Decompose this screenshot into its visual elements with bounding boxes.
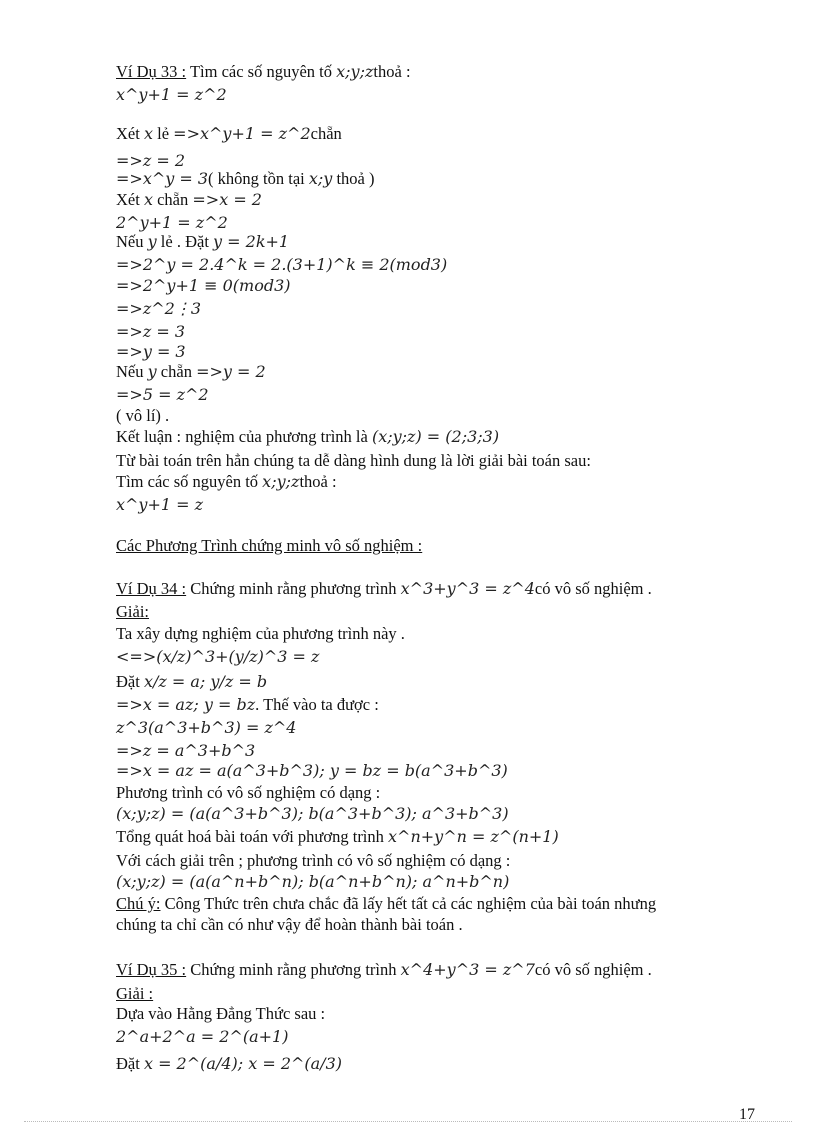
text: . Thế vào ta được : xyxy=(255,695,379,714)
line xyxy=(116,385,209,405)
line xyxy=(116,276,291,296)
text: Nếu xyxy=(116,362,144,381)
text: Phương trình có vô số nghiệm có dạng : xyxy=(116,783,381,802)
text: chúng ta chỉ cần có như vậy để hoàn thành bài toán . xyxy=(116,915,463,934)
line xyxy=(116,472,337,492)
math-line: z^3(a^3+b^3) = z^4 xyxy=(116,718,297,737)
math-line: 2^y+1 = z^2 xyxy=(116,213,228,232)
text: lẻ . Đặt xyxy=(160,232,209,251)
line xyxy=(116,495,203,515)
line xyxy=(116,190,262,210)
note-line xyxy=(116,894,656,914)
math: x/z = a; y/z = b xyxy=(143,672,268,691)
example-35-heading xyxy=(116,960,652,980)
line xyxy=(116,872,509,892)
line xyxy=(116,624,405,644)
text: lẻ xyxy=(157,124,170,143)
solution-label: Giải : xyxy=(116,984,154,1003)
math-line: =>x = az = a(a^3+b^3); y = bz = b(a^3+b^3) xyxy=(116,761,508,780)
math-line: =>y = 3 xyxy=(116,342,186,361)
line xyxy=(116,255,447,275)
line xyxy=(116,783,380,803)
text: Kết luận : nghiệm của phương trình là xyxy=(116,427,368,446)
math-line: =>z = a^3+b^3 xyxy=(116,741,256,760)
note-line xyxy=(116,915,463,935)
line xyxy=(116,672,267,692)
text: Đặt xyxy=(116,1054,140,1073)
math: y xyxy=(147,362,157,381)
text: Ta xây dựng nghiệm của phương trình này . xyxy=(116,624,405,643)
footer-divider xyxy=(24,1121,792,1122)
line xyxy=(116,406,169,426)
text: Từ bài toán trên hẳn chúng ta dễ dàng hình dung là lời giải bài toán sau: xyxy=(116,451,591,470)
text: có vô số nghiệm . xyxy=(534,579,652,598)
math: x;y;z xyxy=(262,472,300,491)
example-33-equation xyxy=(116,85,227,105)
line xyxy=(116,695,379,715)
math-line: (x;y;z) = (a(a^3+b^3); b(a^3+b^3); a^3+b^3) xyxy=(116,804,509,823)
text: ( vô lí) . xyxy=(116,406,170,425)
text: Xét xyxy=(116,124,140,143)
math: =>x = 2 xyxy=(192,190,262,209)
text: chẵn xyxy=(160,362,192,381)
example-33-vars: x;y;z xyxy=(336,62,374,81)
math: y = 2k+1 xyxy=(213,232,290,251)
note-label: Chú ý: xyxy=(116,894,161,913)
text: Công Thức trên chưa chắc đã lấy hết tất cả các nghiệm của bài toán nhưng xyxy=(164,894,657,913)
math: x^3+y^3 = z^4 xyxy=(400,579,535,598)
line xyxy=(116,213,228,233)
math: x xyxy=(143,124,153,143)
math: =>x^y+1 = z^2 xyxy=(173,124,311,143)
text: Nếu xyxy=(116,232,144,251)
text: thoả ) xyxy=(336,169,375,188)
example-35-title: Ví Dụ 35 : xyxy=(116,960,187,979)
text: Tìm các số nguyên tố xyxy=(116,472,259,491)
line xyxy=(116,124,342,144)
example-33-statement-end: thoả : xyxy=(373,62,411,81)
line xyxy=(116,151,185,171)
line xyxy=(116,299,201,319)
math-line: (x;y;z) = (a(a^n+b^n); b(a^n+b^n); a^n+b^n) xyxy=(116,872,510,891)
section-heading: Các Phương Trình chứng minh vô số nghiệm : xyxy=(116,536,423,555)
text: chẵn xyxy=(157,190,189,209)
math: x^4+y^3 = z^7 xyxy=(400,960,535,979)
line xyxy=(116,322,185,342)
example-33-statement: Tìm các số nguyên tố xyxy=(189,62,332,81)
text: chẵn xyxy=(310,124,342,143)
math: =>x^y = 3 xyxy=(116,169,209,188)
math: x xyxy=(143,190,153,209)
text: Chứng minh rằng phương trình xyxy=(190,579,397,598)
solution-label: Giải: xyxy=(116,602,149,621)
example-34-heading xyxy=(116,579,652,599)
line xyxy=(116,718,296,738)
line xyxy=(116,761,508,781)
math-line: =>z^2⋮3 xyxy=(116,299,202,318)
line xyxy=(116,1027,288,1047)
math-line: <=>(x/z)^3+(y/z)^3 = z xyxy=(116,647,320,666)
text: Tổng quát hoá bài toán với phương trình xyxy=(116,827,384,846)
math-line: x^y+1 = z xyxy=(116,495,204,514)
line xyxy=(116,232,289,252)
text: Xét xyxy=(116,190,140,209)
line xyxy=(116,851,510,871)
math-line: x^y+1 = z^2 xyxy=(116,85,227,104)
text: thoả : xyxy=(299,472,337,491)
line xyxy=(116,647,319,667)
line xyxy=(116,451,591,471)
text: Với cách giải trên ; phương trình có vô số nghiệm có dạng : xyxy=(116,851,511,870)
math: x^n+y^n = z^(n+1) xyxy=(388,827,559,846)
math: y xyxy=(147,232,157,251)
line xyxy=(116,1054,342,1074)
example-34-title: Ví Dụ 34 : xyxy=(116,579,187,598)
math-line: =>5 = z^2 xyxy=(116,385,209,404)
text: Đặt xyxy=(116,672,140,691)
page-number: 17 xyxy=(739,1106,755,1123)
example-33-title: Ví Dụ 33 : xyxy=(116,62,187,81)
math: x = 2^(a/4); x = 2^(a/3) xyxy=(143,1054,342,1073)
line xyxy=(116,427,499,447)
text: có vô số nghiệm . xyxy=(534,960,652,979)
math-line: =>2^y = 2.4^k = 2.(3+1)^k ≡ 2(mod3) xyxy=(116,255,448,274)
math: x;y xyxy=(308,169,333,188)
math-line: =>z = 2 xyxy=(116,151,185,170)
line xyxy=(116,827,559,847)
line xyxy=(116,741,255,761)
line xyxy=(116,169,374,189)
text: Dựa vào Hằng Đẳng Thức sau : xyxy=(116,1004,326,1023)
line xyxy=(116,362,266,382)
math: (x;y;z) = (2;3;3) xyxy=(371,427,500,446)
math: =>x = az; y = bz xyxy=(116,695,256,714)
math-line: 2^a+2^a = 2^(a+1) xyxy=(116,1027,289,1046)
line xyxy=(116,804,509,824)
math-line: =>z = 3 xyxy=(116,322,185,341)
line xyxy=(116,1004,325,1024)
line xyxy=(116,342,186,362)
text: Chứng minh rằng phương trình xyxy=(190,960,397,979)
example-33-heading xyxy=(116,62,411,82)
math: =>y = 2 xyxy=(196,362,266,381)
math-line: =>2^y+1 ≡ 0(mod3) xyxy=(116,276,291,295)
text: ( không tồn tại xyxy=(208,169,305,188)
